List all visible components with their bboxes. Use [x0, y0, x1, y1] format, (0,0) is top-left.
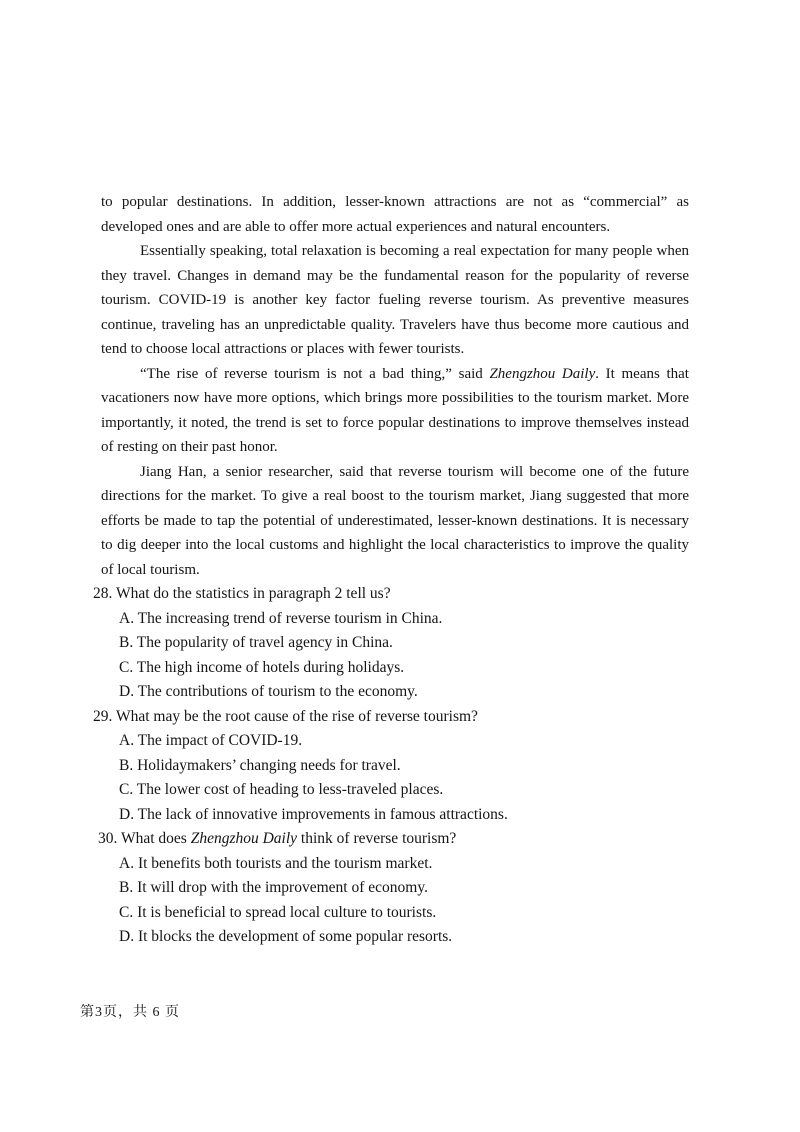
passage-paragraph: to popular destinations. In addition, lesser-known attractions are not as “commercial” as developed ones and are able to offer more actual experiences and natural encounters.: [101, 194, 689, 235]
option-b: B. Holidaymakers’ changing needs for travel.: [119, 756, 401, 774]
question-stem: [98, 827, 689, 852]
question-stem: 28. What do the statistics in paragraph 2 tell us?: [93, 585, 391, 602]
paragraph-text: . It means that vacationers now have more options, which brings more possibilities to the tourism market. More importantly, it noted, the trend is set to force popular destinations to improve themselves instead of resting on their past honor.: [101, 365, 689, 455]
paragraph-text: “The rise of reverse tourism is not a bad thing,” said: [140, 365, 490, 382]
passage-paragraph: Essentially speaking, total relaxation is becoming a real expectation for many people when they travel. Changes in demand may be the fundamental reason for the popularity of reverse tourism. COVID-19 is another key factor fueling reverse tourism. As preventive measures continue, traveling has an unpredictable quality. Travelers have thus become more cautious and tend to choose local attractions or places with fewer tourists.: [101, 243, 689, 357]
option-b: B. It will drop with the improvement of economy.: [119, 879, 428, 896]
option-d: D. The lack of innovative improvements in famous attractions.: [119, 805, 508, 823]
option-a: A. The increasing trend of reverse tourism in China.: [119, 609, 443, 627]
question-29: [93, 705, 689, 828]
option-c: C. The lower cost of heading to less-traveled places.: [119, 781, 444, 798]
option-a: A. The impact of COVID-19.: [119, 732, 303, 749]
passage-paragraph: [101, 362, 689, 460]
newspaper-name: Zhengzhou Daily: [190, 830, 298, 847]
option-c: C. The high income of hotels during holidays.: [119, 658, 405, 676]
question-28: [93, 582, 689, 705]
newspaper-name: Zhengzhou Daily: [489, 365, 596, 382]
passage-paragraph: Jiang Han, a senior researcher, said that reverse tourism will become one of the future directions for the market. To give a real boost to the tourism market, Jiang suggested that more efforts be made to tap the potential of underestimated, lesser-known destinations. It is necessary to dig deeper into the local customs and highlight the local characteristics to improve the quality of local tourism.: [101, 463, 689, 578]
option-a: A. It benefits both tourists and the tourism market.: [119, 854, 433, 872]
page-footer: 第3页，共 6 页: [80, 1005, 180, 1020]
stem-text: 30. What does: [98, 830, 191, 847]
reading-passage: [93, 190, 689, 950]
question-30: [98, 827, 689, 950]
option-c: C. It is beneficial to spread local culture to tourists.: [119, 903, 437, 921]
option-d: D. The contributions of tourism to the economy.: [119, 683, 418, 700]
option-b: B. The popularity of travel agency in China.: [119, 634, 393, 651]
stem-text: think of reverse tourism?: [297, 830, 457, 847]
option-d: D. It blocks the development of some popular resorts.: [119, 928, 453, 945]
question-stem: 29. What may be the root cause of the rise of reverse tourism?: [93, 707, 478, 725]
